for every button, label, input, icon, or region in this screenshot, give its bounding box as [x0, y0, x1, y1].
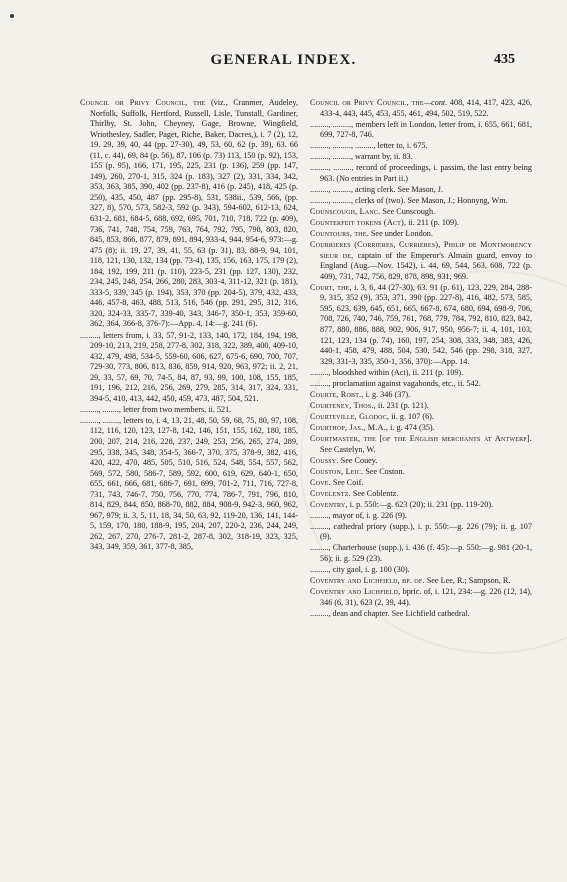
index-entry-references: ........., Charterhouse (supp.), i. 436 (f. 45):—p. 550:—g. 981 (20-1, 56); ii. g. 529 (23).: [310, 543, 532, 563]
index-entry-references: ........., ........, letters to, i. 4, 13, 21, 48, 50, 59, 68, 75, 80, 97, 108, 112, 116, 120, 123, 127-8, 142, 146, 151, 155, 162, 180, 185, 200, 207, 214, 216, 228, 237, 249, 253, 256, 265, 274, 289, 295, 338, 345, 348, 354-5, 366-7, 370, 375, 378-9, 382, 416, 420, 422, 470, 485, 505, 510, 516, 524, 548, 554, 557, 562, 569, 572, 580, 586-7, 589, 592, 600, 619, 629, 640-1, 650, 655, 661, 666, 681, 686-7, 691, 699, 701-2, 711, 716, 727-8, 731, 743, 746-7, 750, 756, 770, 774, 786-7, 791, 796, 810, 814, 829, 844, 850, 868-70, 882, 884, 908-9, 942-3, 960, 962, 967, 979; ii. 3, 5, 11, 18, 34, 50, 63, 92, 119-20, 136, 141, 144-5, 159, 170, 180, 188-9, 195, 204, 207, 220-2, 236, 244, 249, 262, 267, 270, 276-7, 281-2, 287-8, 302, 318-19, 323, 325, 343, 349, 359, 361, 377-8, 385,: [80, 415, 298, 552]
index-entry-references: See under London.: [368, 229, 433, 239]
index-entry-references: 408, 414, 417, 423, 426, 433-4, 443, 445, 453, 455, 461, 494, 502, 519, 522.: [320, 98, 533, 118]
index-entry-heading: Courrieres (Corrieres, Currieres), Philip de Montmorency sieur de,: [310, 240, 532, 260]
index-entry-references: ........., mayor of, i. g. 226 (9).: [310, 510, 407, 520]
index-entry-references: ii. 231 (p. 121).: [375, 400, 429, 410]
index-entry-references: ........., ........., clerks of (two). See Mason, J.; Honnyng, Wm.: [310, 195, 508, 205]
index-entry: [80, 331, 298, 405]
left-column: [80, 98, 298, 554]
page-speck: [10, 14, 14, 18]
index-entry-references: ii. g. 107 (6).: [389, 411, 434, 421]
index-entry-references: See Coston.: [363, 466, 405, 476]
index-entry: [310, 401, 532, 412]
index-entry-heading: Countours, the.: [310, 229, 369, 239]
index-entry-heading: Courtmaster, the [of the English merchants at Antwerp].: [310, 433, 532, 443]
index-entry: [310, 185, 532, 196]
index-entry-references: ........., ........., warrant by, ii. 83.: [310, 152, 413, 162]
index-entry-heading: Coussy.: [310, 455, 339, 465]
index-entry: [310, 456, 532, 467]
index-entry: [310, 609, 532, 620]
index-entry-heading: Courteney, Thos.,: [310, 400, 376, 410]
index-entry: [310, 379, 532, 390]
index-entry-references: i. p. 550:—g. 623 (20); ii. 231 (pp. 119-20).: [347, 499, 494, 509]
index-entry-references: See Coif.: [330, 477, 364, 487]
index-entry: [80, 405, 298, 416]
index-entry-references: captain of the Emperor's Almain guard, envoy to England (Aug.—Nov. 1542), i. 44, 69, 544, 563, 608, 722 (p. 409), 731, 742, 756, 829, 878, 898, 931, 969.: [320, 250, 532, 281]
index-entry: [310, 368, 532, 379]
index-entry: [310, 587, 532, 608]
page-number: 435: [494, 52, 515, 67]
index-entry: [310, 565, 532, 576]
index-entry: [310, 489, 532, 500]
index-entry-references: See Cunscough.: [380, 206, 436, 216]
index-entry: [310, 141, 532, 152]
index-entry-heading: Council or Privy Council, the: [310, 98, 424, 107]
index-entry-continued: —cont.: [423, 98, 448, 107]
index-entry-references: ........., ........., acting clerk. See Mason, J.: [310, 184, 444, 194]
index-entry-references: ........., letters from, i. 33, 57, 91-2, 133, 140, 172, 184, 194, 198, 209-10, 213, 219, 258, 277-8, 302, 318, 322, 389, 400, 409-10, 432, 479, 498, 534-5, 559-60, 606, 627, 675-6, 690, 700, 707, 729-30, 773, 806, 813, 836, 859, 914, 920, 963, 972; ii. 2, 21, 29, 33, 57, 69, 70, 74-5, 84, 87, 93, 99, 100, 108, 155, 185, 191, 196, 212, 216, 256, 269, 279, 285, 314, 317, 324, 331, 394-5, 410, 413, 442, 450, 459, 473, 487, 504, 521.: [80, 330, 298, 403]
index-entry-references: i. g. 346 (37).: [363, 389, 411, 399]
index-entry: [310, 152, 532, 163]
index-entry: [310, 240, 532, 282]
index-entry-heading: Council or Privy Council, the: [80, 98, 206, 107]
index-entry: [310, 163, 532, 184]
index-entry: [310, 229, 532, 240]
index-entry-heading: Courthop, Jas., M.A.,: [310, 422, 389, 432]
index-entry-references: ........., ........., record of proceedings, i. passim, the last entry being 963. (No entries in Part ii.): [310, 163, 532, 183]
index-entry-heading: Counscough, Lanc.: [310, 206, 381, 216]
index-entry-references: (viz., Cranmer, Audeley, Norfolk, Suffolk, Hertford, Russell, Lisle, Tunstall, Gardiner, Thirlby, St. John, Cheyney, Gage, Browne, Wingfield, Wriothesley, Sadler, Paget, Riche, Baker, Dacres,), i. 7 (2), 12, 19. 29, 39, 40, 44 (pp. 27-30), 49, 53, 60, 62 (p. 39), 63. 66 (11, c. 44), 69, 84 (p. 56), 87, 106 (p. 73) 113, 150 (p. 92), 153, 155 (p. 95), 166, 171, 195, 225, 231 (p. 136), 259 (pp. 147, 149), 260, 270-1, 315, 324 (p. 183), 327 (2), 331, 334, 342, 353, 363, 385, 390, 402 (pp. 237-8), 416 (p. 245), 418, 425 (p. 250), 435, 450, 487 (pp. 295-8), 531, 538ii., 539, 566, (pp. 327, 8), 570, 573, 582-3, 592 (p. 343), 594-602, 612-13, 624, 631-2, 681, 684-5, 688, 692, 695, 701, 710, 718, 722 (p. 409), 736, 741, 748, 754, 759, 763, 764, 792, 795, 798, 803, 820, 845, 853, 866, 877, 879, 891, 894, 933-4, 944, 954-6, 973:—g. 475 (8); ii. 19, 27, 39, 41, 55, 63 (p. 31), 83, 88-9, 94, 101, 118, 121, 130, 132, 134 (pp. 73-4), 135, 156, 163, 175, 179 (2), 184, 192, 199, 211 (p. 110), 223-5, 231 (pp. 127, 130), 232, 234, 245, 248, 254, 266, 280, 283, 303-4, 311-12, 321 (p. 181), 333-5, 339, 345 (p. 194), 353, 370 (pp. 204-5), 379, 432, 433, 446, 457-8, 463, 488, 513, 516, 546 (pp. 291, 295, 312, 316, 320, 324-33, 335-7, 339-40, 343, 346-7, 350-1, 353, 359-60, 362, 364, 366-8, 376-7):—App. 4, 14:—g. 241 (6).: [90, 98, 298, 329]
index-entry-heading: Coventry,: [310, 499, 348, 509]
index-entry-references: ........., cathedral priory (supp.), i. p. 550:—g. 226 (79); ii. g. 107 (9).: [310, 521, 532, 542]
index-entry-heading: Coventry and Lichfield,: [310, 587, 401, 597]
index-entry-heading: Cove.: [310, 477, 331, 487]
index-entry: [310, 98, 532, 119]
index-entry-references: ........., ........, letter from two members, ii. 521.: [80, 404, 232, 414]
index-entry-references: ii. 211 (p. 109).: [406, 218, 459, 228]
index-entry-heading: Courteville, Glodoc,: [310, 411, 390, 421]
index-entry: [310, 120, 532, 141]
index-entry-references: See Castelyn, W.: [320, 444, 376, 454]
index-entry-references: See Coblentz.: [350, 488, 399, 498]
index-entry-heading: Covelentz.: [310, 488, 351, 498]
index-entry-references: See Lee, R.; Sampson, R.: [424, 576, 511, 586]
index-entry-heading: Counterfeit tokens (Act),: [310, 218, 407, 228]
index-entry-references: i. 3, 6, 44 (27-30), 63. 91 (p. 61), 123, 229, 284, 288-9, 315, 352 (9), 353, 371, 390 (pp. 227-8), 416, 482, 573, 585, 595, 623, 639, 645, 651, 665, 667-8, 674, 680, 694, 698-9, 706, 708, 726, 740, 746, 759, 761, 768, 779, 784, 792, 810, 823, 842, 877, 880, 886, 888, 902, 906, 917, 950, 956-7; ii. 4, 101, 103, 121, 123, 134 (p. 74), 160, 197, 254, 308, 333, 348, 383, 426, 440-1, 458, 479, 488, 504, 530, 542, 546 (pp. 298, 318, 327, 329, 331-3, 335, 350-1, 356, 370):—App. 14.: [320, 282, 532, 366]
index-entry-heading: Courte, Robt.,: [310, 389, 364, 399]
index-entry: [310, 283, 532, 367]
right-column: [310, 98, 532, 620]
index-entry-references: See Couey.: [338, 455, 378, 465]
index-entry: [310, 196, 532, 207]
index-entry: [310, 576, 532, 587]
index-entry: [80, 416, 298, 553]
index-entry: [80, 98, 298, 330]
index-entry: [310, 423, 532, 434]
index-entry: [310, 218, 532, 229]
index-entry: [310, 478, 532, 489]
index-entry: [310, 390, 532, 401]
index-entry-references: ........., city gaol, i. g. 100 (30).: [310, 565, 410, 575]
index-entry: [310, 207, 532, 218]
index-entry-heading: Court, the,: [310, 282, 352, 292]
index-entry-references: i. g. 474 (35).: [388, 422, 435, 432]
index-entry-references: ........., bloodshed within (Act), ii. 211 (p. 109).: [310, 367, 464, 377]
index-entry: [310, 434, 532, 455]
index-entry-references: bpric. of, i. 121, 234:—g. 226 (12, 14), 346 (6, 31), 623 (2, 39, 44).: [320, 587, 532, 607]
index-entry-references: ........., ........., ........., letter to, i. 675.: [310, 141, 428, 151]
index-entry: [310, 511, 532, 522]
page-header: [0, 52, 567, 76]
index-entry: [310, 543, 532, 564]
index-entry: [310, 522, 532, 543]
index-entry: [310, 467, 532, 478]
index-entry-references: ........., proclamation against vagabonds, etc., ii. 542.: [310, 378, 481, 388]
index-entry: [310, 412, 532, 423]
running-title: GENERAL INDEX.: [210, 52, 357, 68]
index-entry-references: ........., ........., members left in London, letter from, i. 655, 661, 681, 699, 727-8, 746.: [310, 119, 532, 140]
index-entry-heading: Coventry and Lichfield, bp. of.: [310, 576, 425, 586]
index-entry-references: ........., dean and chapter. See Lichfield cathedral.: [310, 608, 470, 618]
index-entry-heading: Couston, Leic.: [310, 466, 364, 476]
index-entry: [310, 500, 532, 511]
